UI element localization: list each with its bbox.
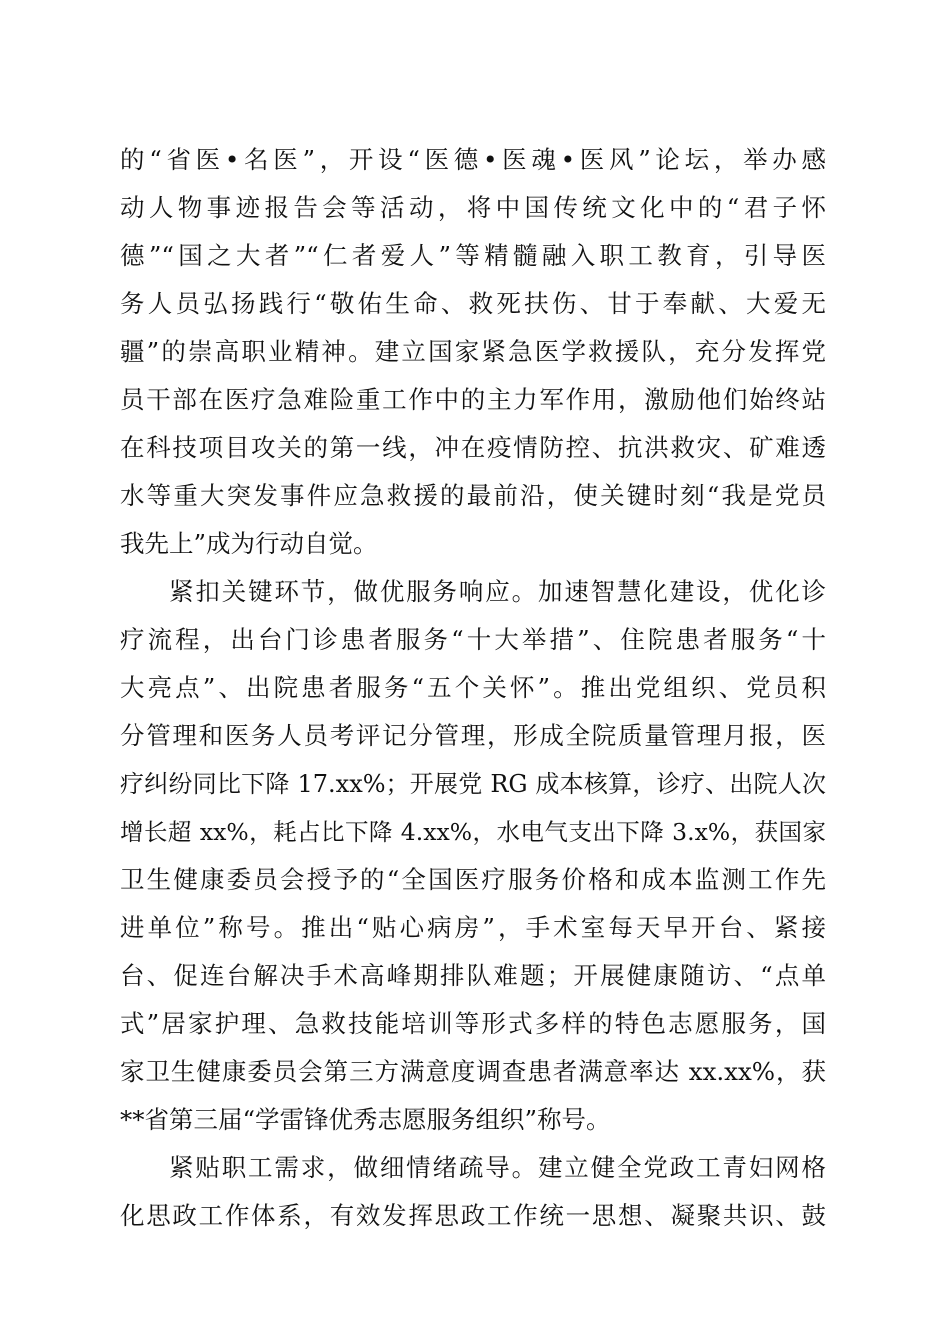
text-line: 水等重大突发事件应急救援的最前沿，使关键时刻“我是党员 xyxy=(120,481,826,510)
text-line: 德”“国之大者”“仁者爱人”等精髓融入职工教育，引导医 xyxy=(120,241,826,270)
text-line: 家卫生健康委员会第三方满意度调查患者满意率达 xx.xx%，获 xyxy=(120,1057,826,1086)
text-line: 大亮点”、出院患者服务“五个关怀”。推出党组织、党员积 xyxy=(120,673,826,702)
text-line: 疆”的崇高职业精神。建立国家紧急医学救援队，充分发挥党 xyxy=(120,337,826,366)
text-line: 进单位”称号。推出“贴心病房”，手术室每天早开台、紧接 xyxy=(120,913,826,942)
text-line: 疗流程，出台门诊患者服务“十大举措”、住院患者服务“十 xyxy=(120,625,826,654)
text-line: 卫生健康委员会授予的“全国医疗服务价格和成本监测工作先 xyxy=(120,865,826,894)
text-line: 动人物事迹报告会等活动，将中国传统文化中的“君子怀 xyxy=(120,193,826,222)
text-line: 在科技项目攻关的第一线，冲在疫情防控、抗洪救灾、矿难透 xyxy=(120,433,826,462)
text-line: 疗纠纷同比下降 17.xx%；开展党 RG 成本核算，诊疗、出院人次 xyxy=(120,770,826,798)
text-line: 员干部在医疗急难险重工作中的主力军作用，激励他们始终站 xyxy=(120,385,826,414)
paragraph-first-line: 紧贴职工需求，做细情绪疏导。建立健全党政工青妇网格 xyxy=(169,1153,826,1182)
text-line: 务人员弘扬践行“敬佑生命、救死扶伤、甘于奉献、大爱无 xyxy=(120,289,826,318)
text-line: 式”居家护理、急救技能培训等形式多样的特色志愿服务，国 xyxy=(120,1009,826,1038)
text-line: 化思政工作体系，有效发挥思政工作统一思想、凝聚共识、鼓 xyxy=(120,1201,826,1230)
text-line: 台、促连台解决手术高峰期排队难题；开展健康随访、“点单 xyxy=(120,961,826,990)
text-line: **省第三届“学雷锋优秀志愿服务组织”称号。 xyxy=(120,1105,611,1134)
text-line: 增长超 xx%，耗占比下降 4.xx%，水电气支出下降 3.x%，获国家 xyxy=(120,818,826,846)
paragraph-first-line: 紧扣关键环节，做优服务响应。加速智慧化建设，优化诊 xyxy=(169,577,826,606)
text-line: 我先上”成为行动自觉。 xyxy=(120,529,378,558)
text-line: 的“省医•名医”，开设“医德•医魂•医风”论坛，举办感 xyxy=(120,145,826,174)
text-line: 分管理和医务人员考评记分管理，形成全院质量管理月报，医 xyxy=(120,721,826,750)
